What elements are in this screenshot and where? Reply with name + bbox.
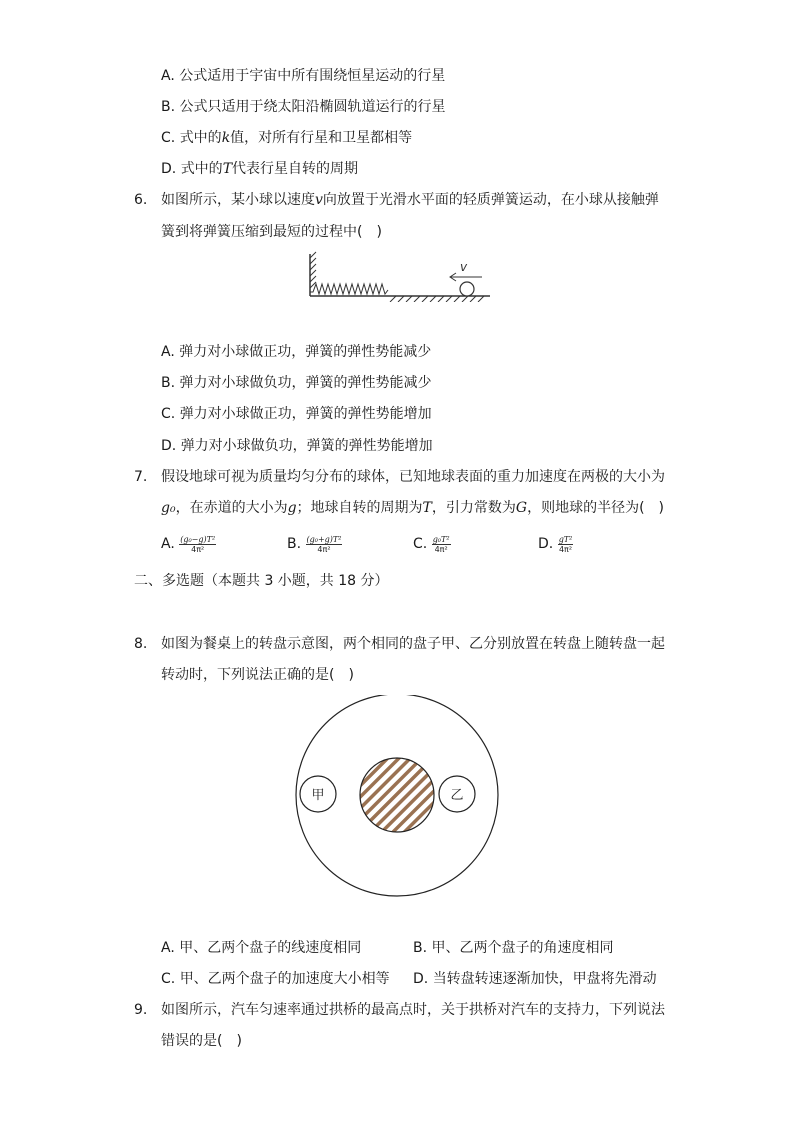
q9-stem-line2: 错误的是( )	[161, 1033, 242, 1049]
q6-number: 6.	[134, 192, 148, 208]
q8-option-d	[413, 969, 657, 989]
option-text: 甲、乙两个盘子的线速度相同	[179, 940, 362, 956]
option-label: B.	[287, 536, 302, 552]
q8-number: 8.	[134, 636, 148, 652]
ball	[460, 282, 474, 296]
option-label: C.	[161, 971, 176, 987]
option-text: 弹力对小球做负功，弹簧的弹性势能减少	[179, 375, 432, 391]
q7-option-a	[161, 534, 216, 554]
option-text: 弹力对小球做正功，弹簧的弹性势能增加	[179, 406, 432, 422]
variable-t: T	[222, 161, 233, 177]
spring	[310, 284, 388, 294]
variable-g: g	[287, 500, 297, 516]
plate-right-label: 乙	[450, 788, 464, 803]
option-label: A.	[161, 536, 175, 552]
q7-option-c	[413, 534, 451, 554]
turntable-figure	[290, 695, 504, 897]
fraction: $\frac{\text{g₀T²}}{\text{4π²}}$	[432, 534, 450, 554]
option-label: C.	[161, 130, 176, 146]
variable-g-const: G	[515, 500, 528, 516]
option-label: B.	[161, 99, 176, 115]
spring-ball-figure	[300, 250, 500, 302]
option-label: D.	[538, 536, 554, 552]
variable-t: T	[422, 500, 432, 516]
q9-stem-line1: 如图所示，汽车匀速率通过拱桥的最高点时，关于拱桥对汽车的支持力，下列说法	[161, 1002, 665, 1018]
option-text-post: 代表行星自转的周期	[232, 161, 359, 177]
option-text: 甲、乙两个盘子的加速度大小相等	[179, 971, 390, 987]
q5-option-c	[161, 128, 412, 148]
option-label: B.	[161, 375, 176, 391]
q9-number: 9.	[134, 1002, 148, 1018]
option-text: 弹力对小球做正功，弹簧的弹性势能减少	[179, 344, 432, 360]
option-label: B.	[413, 940, 428, 956]
ground	[310, 296, 490, 302]
q7-option-b	[287, 534, 342, 554]
option-label: A.	[161, 940, 175, 956]
q6-stem-line2: 簧到将弹簧压缩到最短的过程中( )	[161, 224, 382, 240]
option-label: C.	[161, 406, 176, 422]
option-text: 公式只适用于绕太阳沿椭圆轨道运行的行星	[179, 99, 446, 115]
wall	[310, 252, 316, 296]
fraction: $\frac{\text{(g₀−g)T²}}{\text{4π²}}$	[180, 534, 216, 554]
q8-option-b	[413, 938, 614, 958]
plate-left-label: 甲	[311, 788, 325, 803]
option-label: D.	[161, 161, 177, 177]
velocity-label: v	[460, 260, 468, 274]
q5-option-a	[161, 66, 445, 86]
q7-number: 7.	[134, 469, 148, 485]
q5-option-b	[161, 97, 446, 117]
option-label: A.	[161, 68, 175, 84]
option-label: D.	[413, 971, 429, 987]
q8-option-c	[161, 969, 390, 989]
q7-stem-line2: g₀，在赤道的大小为g；地球自转的周期为T，引力常数为G，则地球的半径为( )	[161, 500, 665, 516]
fraction: $\frac{\text{gT²}}{\text{4π²}}$	[558, 534, 573, 554]
q8-stem-line1: 如图为餐桌上的转盘示意图，两个相同的盘子甲、乙分别放置在转盘上随转盘一起	[161, 636, 665, 652]
q7-stem-line1: 假设地球可视为质量均匀分布的球体，已知地球表面的重力加速度在两极的大小为	[161, 469, 665, 485]
variable-g0: g₀	[161, 500, 176, 516]
q6-option-b	[161, 373, 432, 393]
fraction: $\frac{\text{(g₀+g)T²}}{\text{4π²}}$	[306, 534, 342, 554]
option-text-post: 值，对所有行星和卫星都相等	[230, 130, 413, 146]
q8-option-a	[161, 938, 361, 958]
option-text-pre: 式中的	[180, 161, 223, 177]
option-label: D.	[161, 438, 177, 454]
section-heading: 二、多选题（本题共 3 小题，共 18 分）	[134, 573, 389, 589]
q6-option-c	[161, 404, 432, 424]
turntable-center-hatched	[360, 758, 434, 832]
q5-option-d	[161, 159, 358, 179]
option-label: A.	[161, 344, 175, 360]
q6-option-a	[161, 342, 431, 362]
q8-stem-line2: 转动时，下列说法正确的是( )	[161, 667, 354, 683]
option-text-pre: 式中的	[179, 130, 222, 146]
variable-k: k	[221, 130, 231, 146]
q6-stem-line1: 如图所示，某小球以速度v向放置于光滑水平面的轻质弹簧运动，在小球从接触弹	[161, 192, 659, 208]
option-text: 公式适用于宇宙中所有围绕恒星运动的行星	[179, 68, 446, 84]
option-text: 甲、乙两个盘子的角速度相同	[431, 940, 614, 956]
variable-v: v	[315, 192, 323, 208]
q6-option-d	[161, 436, 433, 456]
option-text: 弹力对小球做负功，弹簧的弹性势能增加	[180, 438, 433, 454]
q7-option-d	[538, 534, 573, 554]
option-label: C.	[413, 536, 428, 552]
option-text: 当转盘转速逐渐加快，甲盘将先滑动	[432, 971, 657, 987]
